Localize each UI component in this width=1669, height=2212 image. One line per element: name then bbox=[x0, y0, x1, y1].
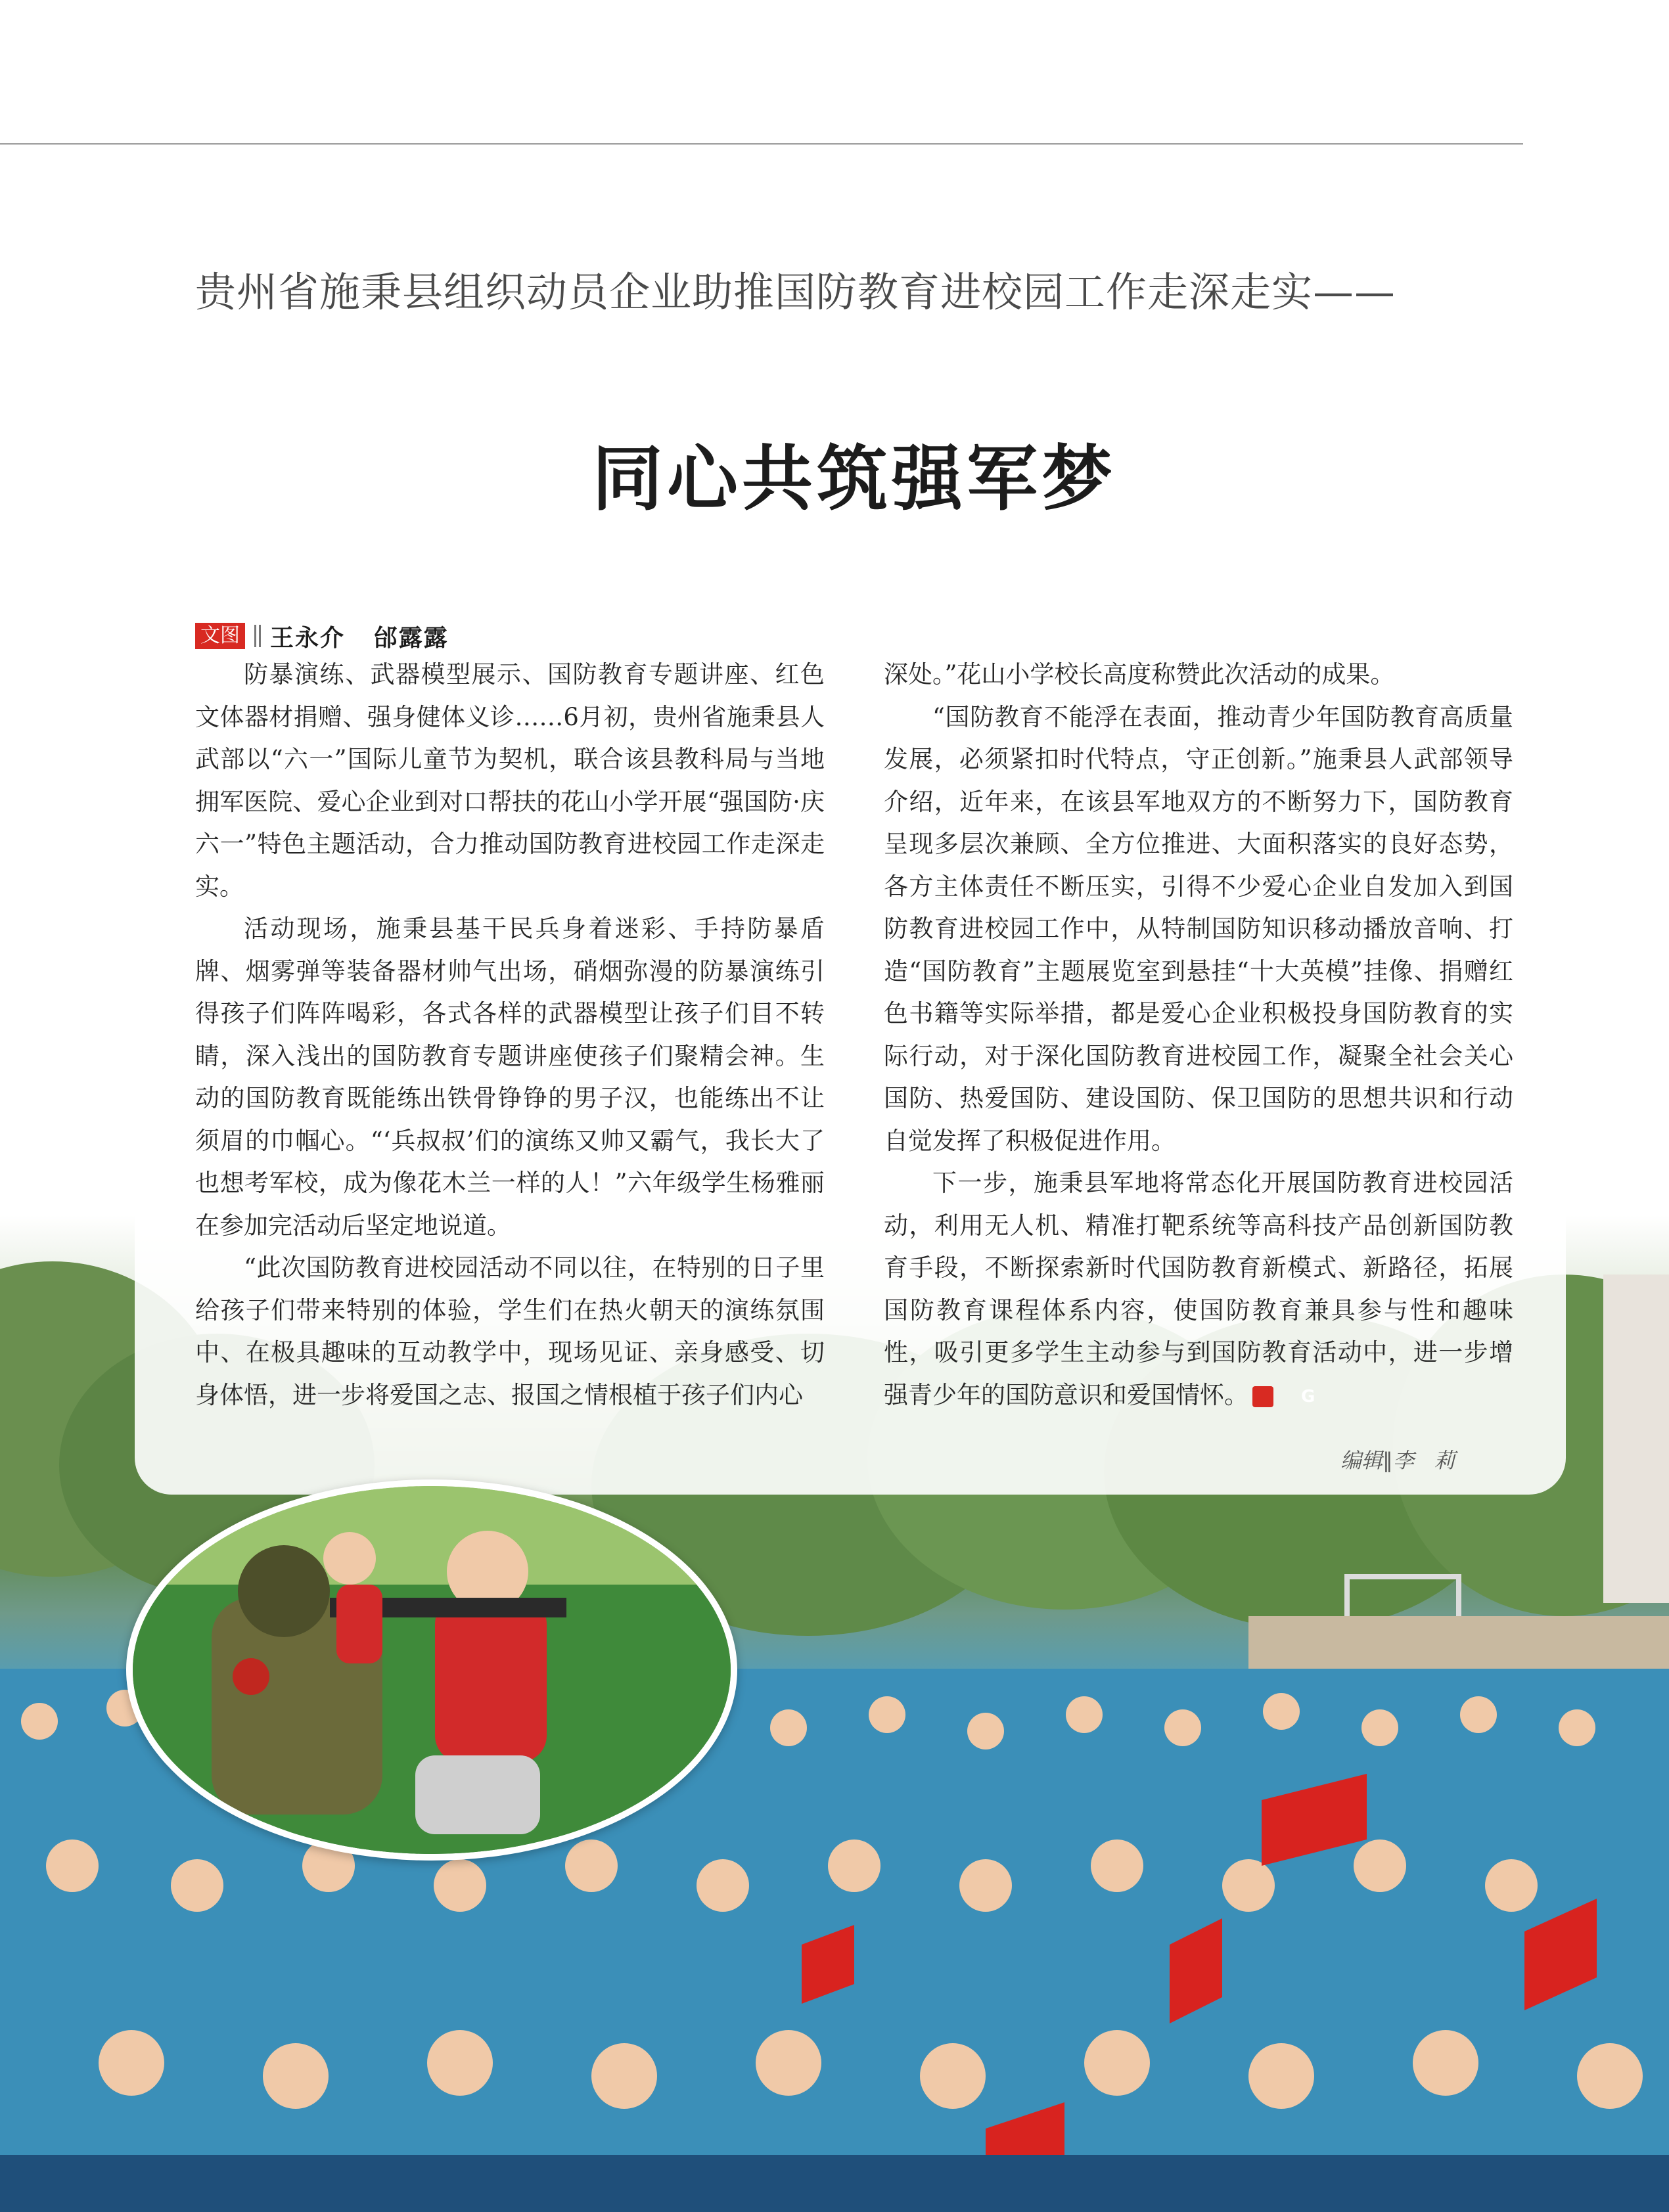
left-column bbox=[195, 654, 825, 1416]
article-subtitle: 贵州省施秉县组织动员企业助推国防教育进校园工作走深走实—— bbox=[195, 268, 1396, 316]
right-column bbox=[884, 654, 1513, 1416]
byline-authors: 王永介 邰露露 bbox=[270, 624, 449, 652]
paragraph: “国防教育不能浮在表面，推动青少年国防教育高质量发展，必须紧扣时代特点，守正创新。”施秉县人武部领导介绍，近年来，在该县军地双方的不断努力下，国防教育呈现多层次兼顾、全方位推进、大面积落实的良好态势，各方主体责任不断压实，引得不少爱心企业自发加入到国防教育进校园工作中，从特制国防知识移动播放音响、打造“国防教育”主题展览室到悬挂“十大英模”挂像、捐赠红色书籍等实际举措，都是爱心企业积极投身国防教育的实际行动，对于深化国防教育进校园工作，凝聚全社会关心国防、热爱国防、建设国防、保卫国防的思想共识和行动自觉发挥了积极促进作用。 bbox=[884, 702, 1513, 1155]
paragraph: 深处。”花山小学校长高度称赞此次活动的成果。 bbox=[884, 660, 1395, 688]
soldier-and-child-illustration bbox=[133, 1486, 731, 1854]
paragraph-text: 下一步，施秉县军地将常态化开展国防教育进校园活动，利用无人机、精准打靶系统等高科技产品创新国防教育手段，不断探索新时代国防教育新模式、新路径，拓展国防教育课程体系内容，使国防教育兼具参与性和趣味性，吸引更多学生主动参与到国防教育活动中，进一步增强青少年的国防意识和爱国情怀。 bbox=[884, 1169, 1513, 1409]
end-mark-icon: G bbox=[1252, 1386, 1273, 1407]
editor-credit: 编辑∥李 莉 bbox=[1340, 1448, 1455, 1473]
header-rule bbox=[0, 143, 1523, 145]
article-title: 同心共筑强军梦 bbox=[591, 438, 1116, 520]
byline bbox=[195, 620, 449, 652]
byline-tag: 文图 bbox=[195, 623, 245, 649]
inset-photo bbox=[126, 1479, 737, 1861]
paragraph bbox=[884, 1162, 1513, 1416]
byline-separator bbox=[254, 625, 261, 647]
paragraph: “此次国防教育进校园活动不同以往，在特别的日子里给孩子们带来特别的体验，学生们在热火朝天的演练氛围中、在极具趣味的互动教学中，现场见证、亲身感受、切身体悟，进一步将爱国之志、报国之情根植于孩子们内心 bbox=[195, 1253, 825, 1409]
paragraph: 防暴演练、武器模型展示、国防教育专题讲座、红色文体器材捐赠、强身健体义诊……6月初，贵州省施秉县人武部以“六一”国际儿童节为契机，联合该县教科局与当地拥军医院、爱心企业到对口帮扶的花山小学开展“强国防·庆六一”特色主题活动，合力推动国防教育进校园工作走深走实。 bbox=[195, 660, 825, 901]
paragraph: 活动现场，施秉县基干民兵身着迷彩、手持防暴盾牌、烟雾弹等装备器材帅气出场，硝烟弥漫的防暴演练引得孩子们阵阵喝彩，各式各样的武器模型让孩子们目不转睛，深入浅出的国防教育专题讲座使孩子们聚精会神。生动的国防教育既能练出铁骨铮铮的男子汉，也能练出不让须眉的巾帼心。“‘兵叔叔’们的演练又帅又霸气，我长大了也想考军校，成为像花木兰一样的人！”六年级学生杨雅丽在参加完活动后坚定地说道。 bbox=[195, 914, 825, 1240]
